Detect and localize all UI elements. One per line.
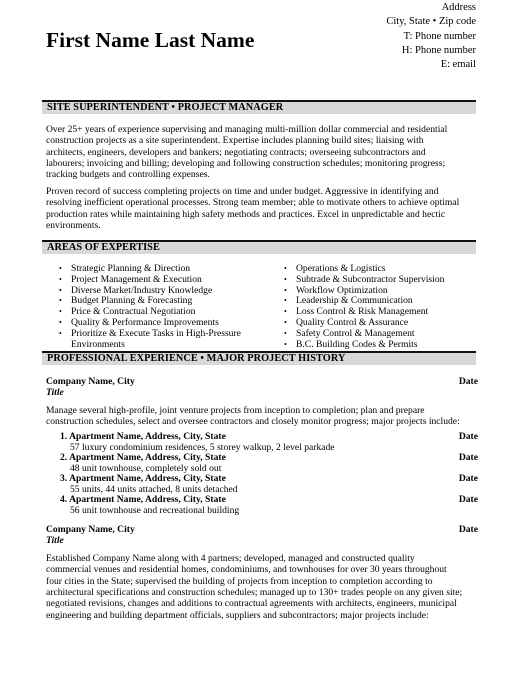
summary-line: Proven record of success completing projects on time and under budget. Aggressive in identifying and (46, 186, 439, 197)
section-title-experience: PROFESSIONAL EXPERIENCE • MAJOR PROJECT HISTORY (47, 353, 346, 364)
job-2-description-line: engineering and building department officials, suppliers and subcontractors; major projects include: (46, 609, 429, 621)
expertise-item-label: Project Management & Execution (71, 273, 202, 285)
expertise-item-label: Subtrade & Subcontractor Supervision (296, 273, 445, 285)
address-line: Address (441, 2, 476, 13)
summary-paragraph-1 (46, 124, 478, 181)
job-2-description (46, 553, 478, 621)
summary-line: resolving inefficient operational processes. Strong team member; able to motivate others to achieve optimal (46, 197, 460, 209)
home-phone-line: H: Phone number (401, 44, 476, 56)
email-line: E: email (440, 59, 476, 71)
summary-line: environments. (46, 220, 101, 232)
summary-line: architects, engineers, developers and bankers; negotiating contracts; overseeing subcontractors and (46, 146, 426, 158)
expertise-item-label: B.C. Building Codes & Permits (296, 338, 418, 350)
section-bar-summary (42, 100, 476, 114)
expertise-item-label: Quality Control & Assurance (296, 316, 409, 328)
summary-paragraph-2 (46, 186, 478, 231)
expertise-item-label: Safety Control & Management (296, 327, 415, 339)
bullet-icon: • (59, 285, 62, 295)
summary-line: Over 25+ years of experience supervising and managing multi-million dollar commercial and residential (46, 124, 448, 135)
project-4-description: 56 unit townhouse and recreational building (70, 504, 240, 516)
project-3-description: 55 units, 44 units attached, 8 units detached (70, 483, 238, 495)
job-2-description-line: Established Company Name along with 4 partners; developed, managed and constructed quality (46, 553, 415, 564)
job-2-description-line: commercial venues and residential homes, condominiums, and townhouses for over 30 years throughout (46, 564, 447, 576)
summary-line: construction projects as a site superintendent. Expertise includes planning build sites; liaising with (46, 135, 424, 147)
bullet-icon: • (284, 339, 287, 349)
project-1-description: 57 luxury condominium residences, 5 storey walkup, 2 level parkade (70, 441, 335, 453)
project-2-date: Date (458, 452, 478, 463)
expertise-item-label: Prioritize & Execute Tasks in High-Pressure Environments (71, 327, 241, 350)
project-4-date: Date (458, 494, 478, 505)
section-title-summary: SITE SUPERINTENDENT • PROJECT MANAGER (47, 102, 284, 113)
bullet-icon: • (284, 274, 287, 284)
summary-line: tracking budgets and controlling expenses. (46, 169, 210, 181)
expertise-column-left (58, 264, 268, 350)
section-title-expertise: AREAS OF EXPERTISE (47, 242, 160, 253)
bullet-icon: • (59, 274, 62, 284)
expertise-column-right (283, 264, 483, 350)
project-3-name: 3. Apartment Name, Address, City, State (60, 473, 226, 484)
bullet-icon: • (284, 285, 287, 295)
city-state-zip-line: City, State • Zip code (386, 16, 476, 28)
job-1-description-line: construction schedules, select and oversee contractors and closely monitor progress; major projects include: (46, 416, 460, 428)
candidate-name: First Name Last Name (46, 28, 255, 52)
project-2-name: 2. Apartment Name, Address, City, State (60, 452, 226, 463)
expertise-item-label: Leadership & Communication (296, 295, 413, 307)
job-1-description-line: Manage several high-profile, joint venture projects from inception to completion; plan and prepare (46, 405, 425, 416)
bullet-icon: • (59, 264, 62, 273)
bullet-icon: • (59, 296, 62, 306)
project-4-name: 4. Apartment Name, Address, City, State (60, 494, 226, 505)
summary-line: production rates while maintaining high safety methods and practices. Excel in unpredictable and hectic (46, 208, 446, 220)
expertise-item-label: Operations & Logistics (296, 263, 386, 274)
bullet-icon: • (284, 296, 287, 306)
expertise-item (283, 340, 483, 351)
expertise-item-label: Diverse Market/Industry Knowledge (71, 284, 213, 296)
section-bar-experience (42, 351, 476, 365)
contact-block (386, 1, 476, 72)
job-1-date: Date (458, 376, 478, 387)
expertise-item-label: Quality & Performance Improvements (71, 316, 219, 328)
bullet-icon: • (284, 317, 287, 327)
expertise-item-label: Budget Planning & Forecasting (71, 295, 193, 307)
project-1-name: 1. Apartment Name, Address, City, State (60, 431, 226, 442)
project-3-date: Date (458, 473, 478, 484)
job-2-description-line: negotiated revisions, changes and additions to contractual agreements with architects, engineers, municipal (46, 598, 457, 610)
bullet-icon: • (284, 264, 287, 273)
project-2-description: 48 unit townhouse, completely sold out (70, 462, 222, 474)
job-2-description-line: four cities in the State; supervised the building of projects from inception to completion according to (46, 575, 433, 587)
job-1-title: Title (46, 387, 64, 398)
section-bar-expertise (42, 240, 476, 254)
expertise-item-label: Price & Contractual Negotiation (71, 306, 196, 318)
job-2-company: Company Name, City (46, 524, 135, 535)
job-2-description-line: architectural specifications and construction schedules; managed up to 130+ trades people on any given site; (46, 587, 463, 599)
bullet-icon: • (59, 307, 62, 317)
resume-header (46, 0, 476, 92)
bullet-icon: • (284, 307, 287, 317)
bullet-icon: • (284, 328, 287, 338)
summary-line: labourers; invoicing and billing; developing and following construction schedules; monitoring progress; (46, 158, 446, 170)
expertise-item-label: Loss Control & Risk Management (296, 306, 429, 318)
expertise-item-label: Workflow Optimization (296, 284, 388, 296)
expertise-item-label: Strategic Planning & Direction (71, 263, 191, 274)
expertise-item (58, 329, 268, 351)
job-1-company: Company Name, City (46, 376, 135, 387)
project-1-date: Date (458, 431, 478, 442)
job-1-description (46, 405, 478, 428)
bullet-icon: • (59, 328, 62, 338)
job-2-title: Title (46, 535, 64, 546)
telephone-line: T: Phone number (403, 30, 476, 42)
job-2-date: Date (458, 524, 478, 535)
bullet-icon: • (59, 317, 62, 327)
